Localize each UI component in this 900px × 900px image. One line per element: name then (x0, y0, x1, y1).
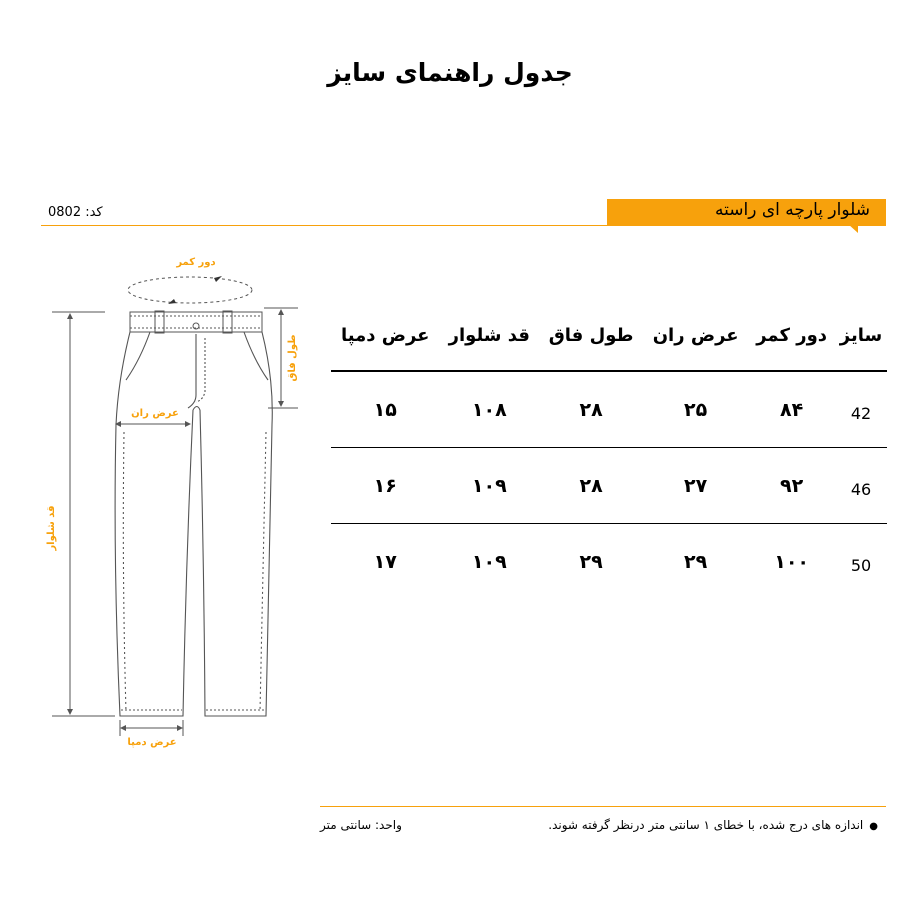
header-rise: طول فاق (539, 300, 643, 371)
hem-dimension (120, 720, 183, 736)
waist-measure-ellipse (128, 276, 252, 304)
page-title: جدول راهنمای سایز (327, 58, 573, 87)
header-size: سایز (835, 300, 887, 371)
pants-diagram (36, 245, 306, 760)
waist-cell: ۱۰۰ (774, 550, 810, 573)
footer-note (548, 818, 878, 832)
table-header-row (331, 300, 887, 371)
table-row (331, 448, 887, 524)
header-hem: عرض دمپا (331, 300, 439, 371)
length-cell: ۱۰۹ (471, 550, 507, 573)
size-cell: 50 (850, 556, 872, 575)
hem-cell: ۱۶ (331, 448, 439, 524)
header-thigh: عرض ران (643, 300, 748, 371)
hem-cell: ۱۷ (373, 550, 397, 573)
thigh-dim-label: عرض ران (131, 408, 179, 419)
footer-note-text: اندازه های درج شده، با خطای ۱ سانتی متر درنظر گرفته شوند. (548, 818, 864, 832)
table-row (331, 524, 887, 600)
thigh-cell: ۲۵ (643, 371, 748, 448)
unit-label: واحد: سانتی متر (320, 818, 402, 832)
waist-cell: ۸۴ (748, 371, 835, 448)
header-rule (41, 225, 886, 226)
product-code: کد: 0802 (48, 205, 103, 220)
rise-cell: ۲۹ (579, 550, 603, 573)
size-cell: 46 (835, 448, 887, 524)
pants-outline (115, 332, 272, 716)
bullet-icon: ● (869, 821, 878, 832)
hem-dim-label: عرض دمپا (127, 737, 177, 748)
product-banner (607, 199, 886, 225)
rise-cell: ۲۸ (539, 371, 643, 448)
size-cell: 42 (835, 371, 887, 448)
waist-cell: ۹۲ (748, 448, 835, 524)
waist-dim-label: دور کمر (176, 257, 216, 268)
table-row (331, 371, 887, 448)
header-length: قد شلوار (439, 300, 539, 371)
footer-rule (320, 806, 886, 807)
length-dim-label: قد شلوار (46, 505, 57, 551)
hem-cell: ۱۵ (331, 371, 439, 448)
rise-dim-label: طول فاق (287, 334, 298, 382)
length-dimension (52, 312, 115, 716)
thigh-cell: ۲۹ (684, 550, 708, 573)
rise-cell: ۲۸ (539, 448, 643, 524)
header-waist: دور کمر (748, 300, 835, 371)
product-name: شلوار پارچه ای راسته (715, 200, 870, 220)
length-cell: ۱۰۹ (439, 448, 539, 524)
pants-waistband (130, 311, 262, 333)
length-cell: ۱۰۸ (439, 371, 539, 448)
size-table (331, 300, 887, 599)
thigh-cell: ۲۷ (643, 448, 748, 524)
